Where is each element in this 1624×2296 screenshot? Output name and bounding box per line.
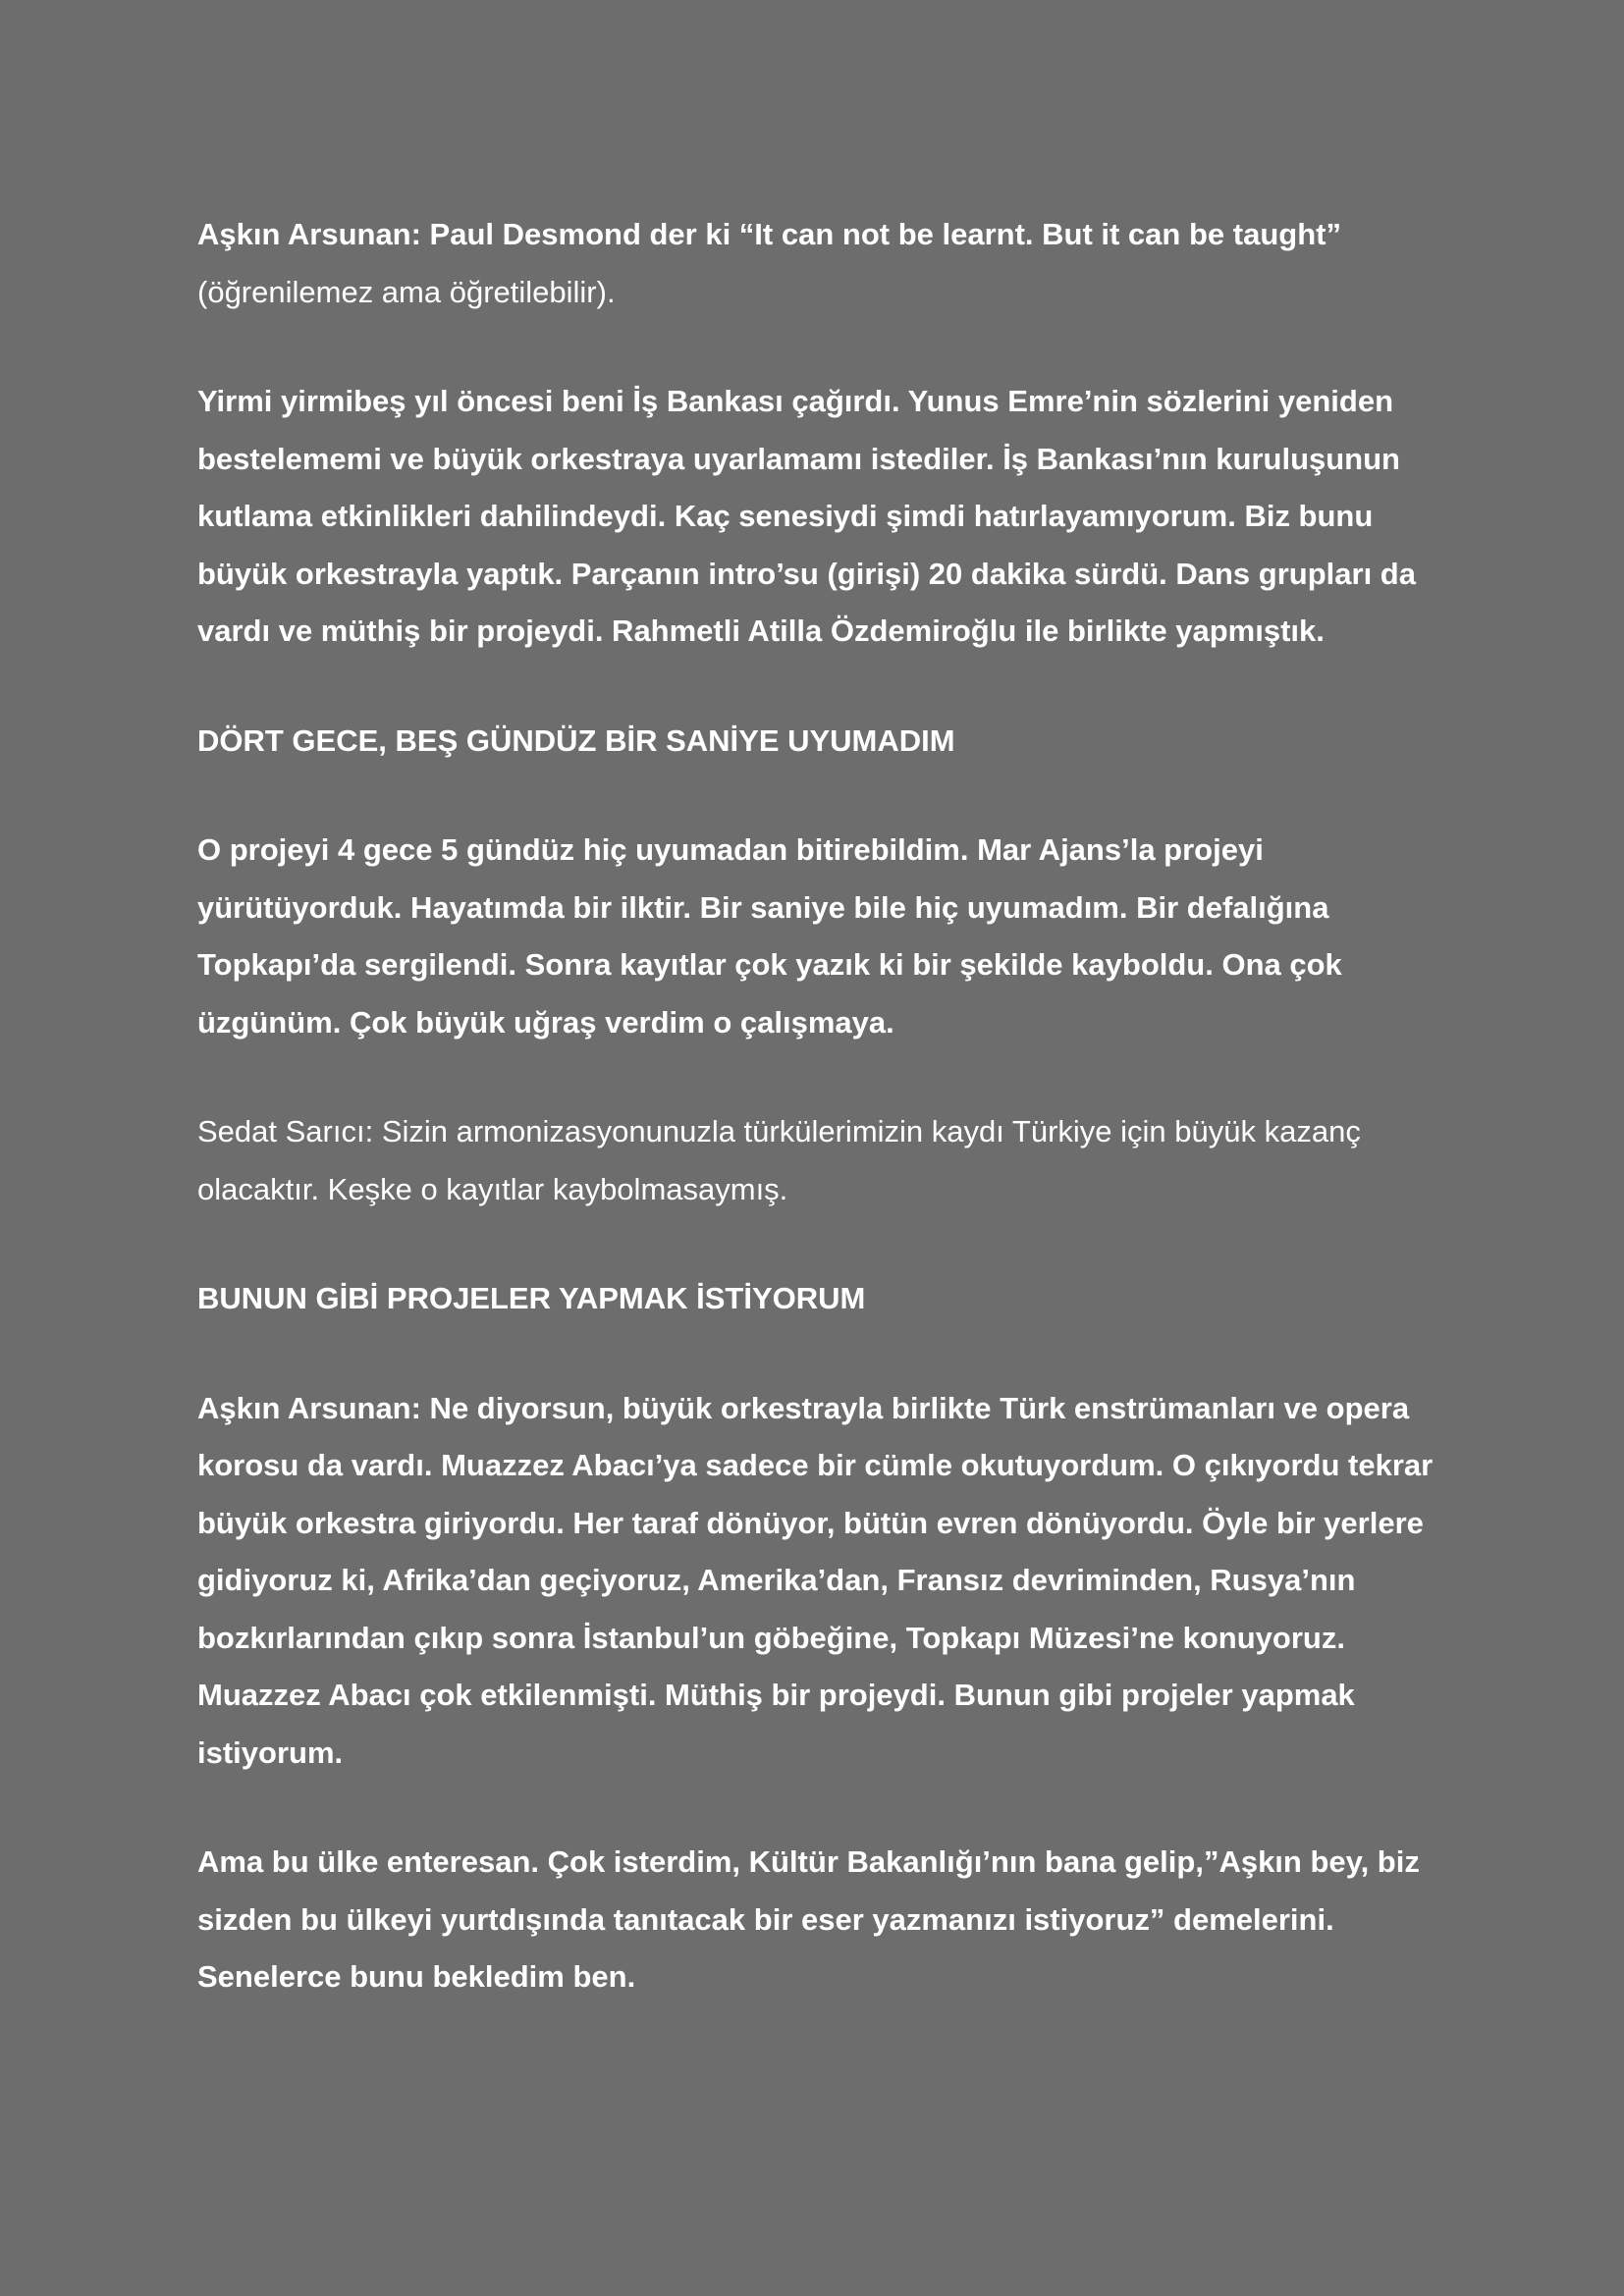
section-heading-2: BUNUN GİBİ PROJELER YAPMAK İSTİYORUM (197, 1281, 866, 1315)
paragraph-ministry: Ama bu ülke enteresan. Çok isterdim, Kültür Bakanlığı’nın bana gelip,”Aşkın bey, biz sizden bu ülkeyi yurtdışında tanıtacak bir eser yazmanızı istiyoruz” demelerini. Senelerce bunu bekledim ben. (197, 1844, 1420, 1994)
paragraph-orchestra: Aşkın Arsunan: Ne diyorsun, büyük orkestrayla birlikte Türk enstrümanları ve opera korosu da vardı. Muazzez Abacı’ya sadece bir cümle okutuyordum. O çıkıyordu tekrar büyük orkestra giriyordu. Her taraf dönüyor, bütün evren dönüyordu. Öyle bir yerlere gidiyoruz ki, Afrika’dan geçiyoruz, Amerika’dan, Fransız devriminden, Rusya’nın bozkırlarından çıkıp sonra İstanbul’un göbeğine, Topkapı Müzesi’ne konuyoruz. Muazzez Abacı çok etkilenmişti. Müthiş bir projeydi. Bunun gibi projeler yapmak istiyorum. (197, 1390, 1434, 1770)
section-heading-1: DÖRT GECE, BEŞ GÜNDÜZ BİR SANİYE UYUMADIM (197, 722, 955, 758)
paragraph-four-nights: O projeyi 4 gece 5 gündüz hiç uyumadan bitirebildim. Mar Ajans’la projeyi yürütüyorduk. Hayatımda bir ilktir. Bir saniye bile hiç uyumadım. Bir defalığına Topkapı’da sergilendi. Sonra kayıtlar çok yazık ki bir şekilde kayboldu. Ona çok üzgünüm. Çok büyük uğraş verdim o çalışmaya. (197, 832, 1342, 1040)
intro-paragraph (197, 206, 1435, 321)
paragraph-sedat-sarici: Sedat Sarıcı: Sizin armonizasyonunuzla türkülerimizin kaydı Türkiye için büyük kazanç olacaktır. Keşke o kayıtlar kaybolmasaymış. (197, 1114, 1361, 1206)
intro-translation: (öğrenilemez ama öğretilebilir). (197, 274, 616, 309)
article-body (197, 206, 1435, 2006)
paragraph-is-bankasi: Yirmi yirmibeş yıl öncesi beni İş Bankası çağırdı. Yunus Emre’nin sözlerini yeniden bestelememi ve büyük orkestraya uyarlamamı istediler. İş Bankası’nın kuruluşunun kutlama etkinlikleri dahilindeydi. Kaç senesiydi şimdi hatırlayamıyorum. Biz bunu büyük orkestrayla yaptık. Parçanın intro’su (girişi) 20 dakika sürdü. Dans grupları da vardı ve müthiş bir projeydi. Rahmetli Atilla Özdemiroğlu ile birlikte yapmıştık. (197, 384, 1416, 648)
intro-quote: Aşkın Arsunan: Paul Desmond der ki “It can not be learnt. But it can be taught” (197, 217, 1341, 251)
